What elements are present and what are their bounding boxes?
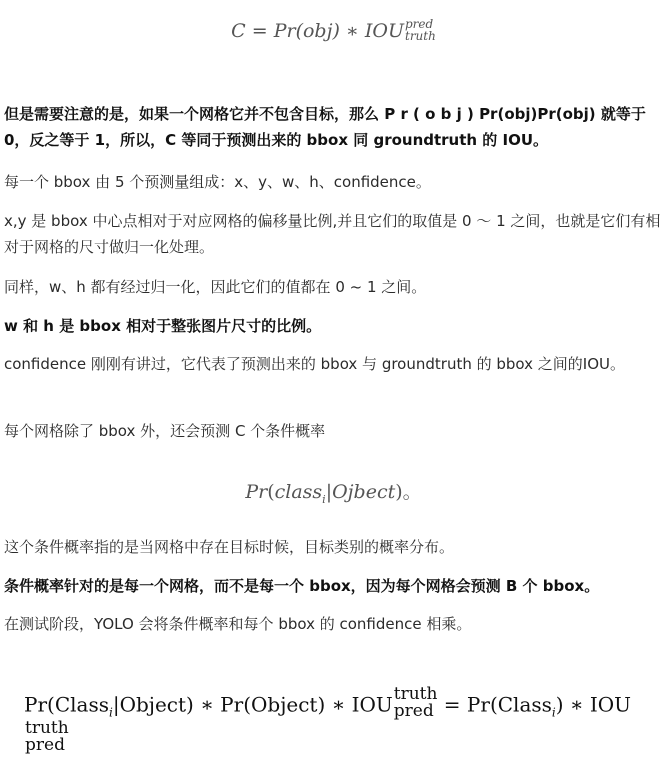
formula-pr-3: Pr <box>466 692 490 717</box>
formula-sub-truth: truth <box>405 29 436 43</box>
wh-normalized-paragraph: 同样，w、h 都有经过归一化，因此它们的值都在 0 ~ 1 之间。 <box>4 278 427 296</box>
formula-iou: IOU <box>364 20 404 42</box>
formula-iou-scripts-1 <box>394 686 438 720</box>
note-paragraph: 但是需要注意的是，如果一个网格它并不包含目标，那么 P r ( o b j ) Pr(obj)Pr(obj) 就等于 0，反之等于 1，所以，C 等同于预测出来的 bbox 同 groundtruth 的 IOU。 <box>4 105 646 149</box>
formula-sub-i: i <box>322 492 326 506</box>
formula-sub-pred-1: pred <box>393 701 434 721</box>
formula-object-given: |Object) <box>112 692 194 717</box>
formula-sub-i-2: i <box>551 705 556 720</box>
formula-sup-truth-1: truth <box>393 684 438 704</box>
formula-bar: | <box>325 481 333 503</box>
formula-equals: = <box>437 692 467 717</box>
formula-iou-2: IOU <box>589 692 632 717</box>
formula-pr: Pr <box>245 481 268 503</box>
formula-class: class <box>274 481 323 503</box>
formula-close-paren: )。 <box>395 481 422 503</box>
formula-pr-2: Pr <box>220 692 244 717</box>
formula-equals: = <box>245 20 274 42</box>
distribution-paragraph: 这个条件概率指的是当网格中存在目标时候，目标类别的概率分布。 <box>4 538 455 556</box>
confidence-paragraph: confidence 刚刚有讲过，它代表了预测出来的 bbox 与 groundtruth 的 bbox 之间的IOU。 <box>4 355 625 373</box>
confidence-formula <box>0 17 667 44</box>
formula-sub-i-1: i <box>108 705 113 720</box>
formula-iou-scripts-2 <box>25 720 69 754</box>
conditional-probability-paragraph: 每个网格除了 bbox 外，还会预测 C 个条件概率 <box>4 422 326 440</box>
formula-times-1: ∗ <box>193 692 221 717</box>
formula-pr-1: Pr <box>24 692 48 717</box>
formula-c: C <box>231 20 246 42</box>
formula-sup-truth-2: truth <box>25 718 69 738</box>
formula-sub-pred-2: pred <box>25 735 65 755</box>
wh-ratio-paragraph: w 和 h 是 bbox 相对于整张图片尺寸的比例。 <box>4 317 322 335</box>
per-grid-paragraph: 条件概率针对的是每一个网格，而不是每一个 bbox，因为每个网格会预测 B 个 bbox。 <box>4 577 600 595</box>
formula-obj: (obj) <box>295 20 340 42</box>
formula-pr: Pr <box>273 20 296 42</box>
formula-iou-1: IOU <box>351 692 393 717</box>
formula-times-2: ∗ <box>325 692 352 717</box>
formula-open-paren: ( <box>267 481 275 503</box>
formula-object: Ojbect <box>332 481 396 503</box>
xy-offset-paragraph: x,y 是 bbox 中心点相对于对应网格的偏移量比例,并且它们的取值是 0 ～ 1 之间，也就是它们有相对于网格的尺寸做归一化处理。 <box>4 212 661 256</box>
formula-close-paren: ) <box>555 692 564 717</box>
test-phase-paragraph: 在测试阶段，YOLO 会将条件概率和每个 bbox 的 confidence 相乘。 <box>4 615 472 633</box>
formula-sup-pred: pred <box>405 17 434 31</box>
formula-times-3: ∗ <box>563 692 590 717</box>
class-probability-formula <box>0 477 667 506</box>
bbox-components-paragraph: 每一个 bbox 由 5 个预测量组成：x、y、w、h、confidence。 <box>4 173 431 191</box>
formula-times: ∗ <box>339 20 365 42</box>
formula-class-open: (Class <box>47 692 109 717</box>
formula-class-open-2: (Class <box>489 692 552 717</box>
formula-iou-scripts <box>405 18 436 42</box>
class-confidence-formula <box>24 684 667 757</box>
formula-object: (Object) <box>243 692 326 717</box>
